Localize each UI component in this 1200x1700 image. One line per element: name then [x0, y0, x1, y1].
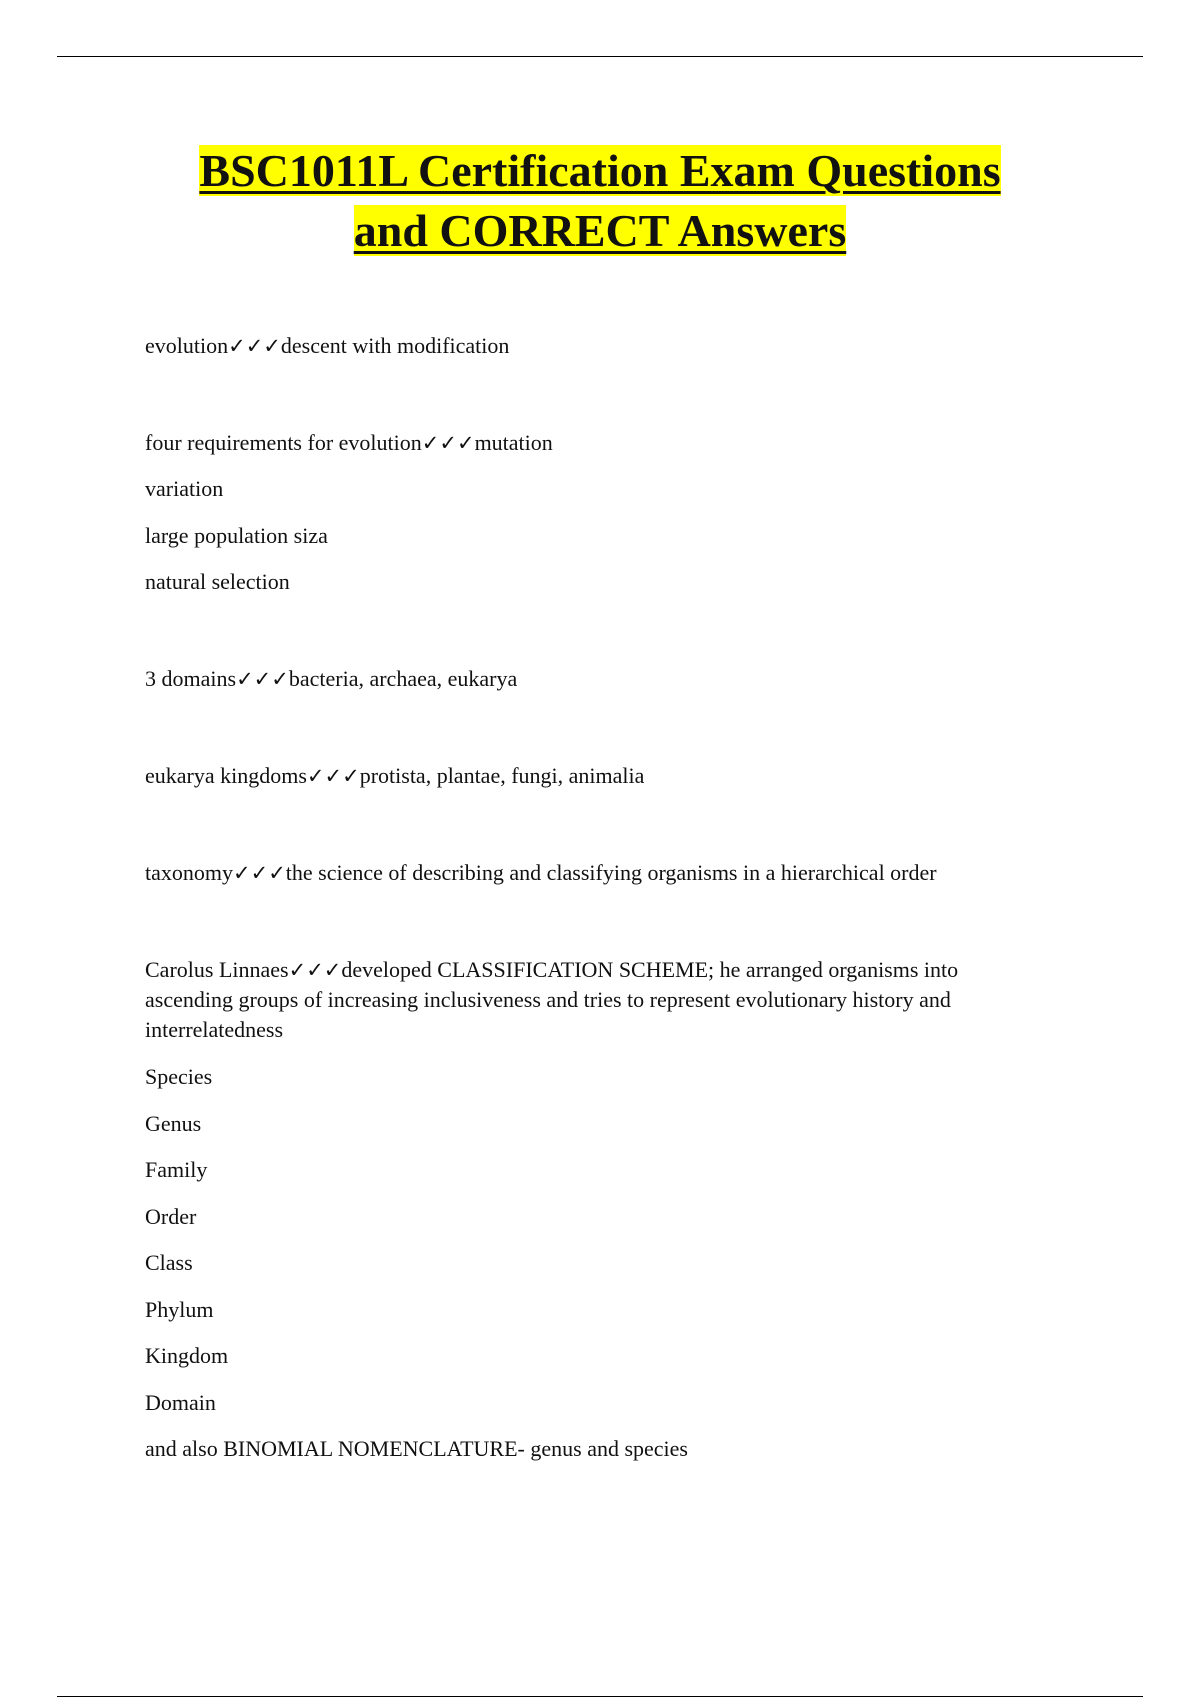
list-line: large population siza	[145, 523, 328, 548]
title-line-1: BSC1011L Certification Exam Questions	[199, 145, 1001, 196]
title-line-2: and CORRECT Answers	[353, 205, 847, 256]
qa-entry-four-requirements	[145, 428, 1065, 458]
checkmark-separator-icon: ✓✓✓	[306, 764, 360, 788]
checkmark-separator-icon: ✓✓✓	[288, 958, 342, 982]
footer-rule	[57, 1696, 1143, 1697]
list-line: Species	[145, 1064, 213, 1089]
entry-term: evolution	[145, 333, 229, 358]
entry-answer: the science of describing and classifying organisms in a hierarchical order	[285, 860, 937, 885]
header-rule	[57, 56, 1143, 57]
list-line: Family	[145, 1157, 208, 1182]
entry-answer: protista, plantae, fungi, animalia	[359, 763, 645, 788]
qa-entry-linnaeus	[145, 955, 1045, 1045]
list-line: variation	[145, 476, 224, 501]
entry-answer: mutation	[474, 430, 553, 455]
qa-entry-eukarya-kingdoms	[145, 761, 1065, 791]
entry-term: four requirements for evolution	[145, 430, 422, 455]
list-line: Phylum	[145, 1297, 214, 1322]
checkmark-separator-icon: ✓✓✓	[421, 431, 475, 455]
qa-entry-evolution	[145, 331, 1065, 361]
entry-term: Carolus Linnaes	[145, 957, 289, 982]
document-title	[0, 141, 1200, 261]
checkmark-separator-icon: ✓✓✓	[228, 334, 281, 358]
list-line: natural selection	[145, 569, 290, 594]
list-line: Class	[145, 1250, 193, 1275]
entry-term: eukarya kingdoms	[145, 763, 307, 788]
entry-term: taxonomy	[145, 860, 233, 885]
list-line: Domain	[145, 1390, 216, 1415]
checkmark-separator-icon: ✓✓✓	[236, 667, 289, 691]
checkmark-separator-icon: ✓✓✓	[233, 861, 286, 885]
list-line: Genus	[145, 1111, 202, 1136]
list-line: Kingdom	[145, 1343, 229, 1368]
entry-term: 3 domains	[145, 666, 237, 691]
qa-entry-taxonomy	[145, 858, 1065, 888]
entry-answer: descent with modification	[280, 333, 510, 358]
qa-entry-domains	[145, 664, 1065, 694]
list-line: and also BINOMIAL NOMENCLATURE- genus and species	[145, 1436, 688, 1461]
entry-answer: developed CLASSIFICATION SCHEME; he arranged organisms into ascending groups of increasing inclusiveness and tries to represent evolutionary history and interrelatedness	[145, 957, 959, 1042]
list-line: Order	[145, 1204, 197, 1229]
entry-answer: bacteria, archaea, eukarya	[288, 666, 518, 691]
